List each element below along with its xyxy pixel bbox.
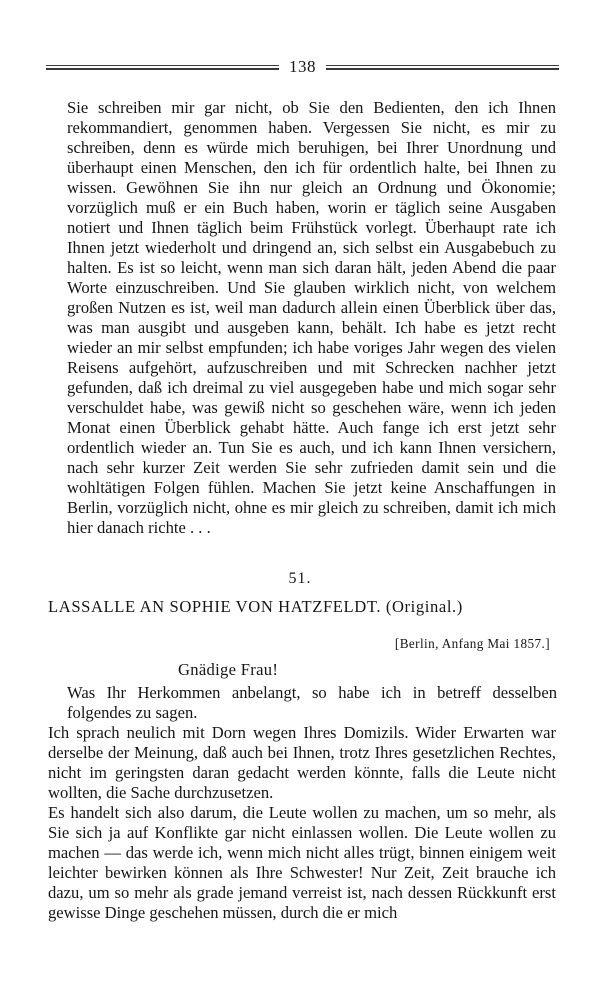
letter-body-paragraph-2: Was Ihr Herkommen anbelangt, so habe ich in betreff desselben folgendes zu sagen. bbox=[67, 683, 557, 722]
letter-body-paragraph-1: Sie schreiben mir gar nicht, ob Sie den Bedienten, den ich Ihnen rekommandiert, genommen haben. Vergessen Sie nicht, es mir zu schreiben, denn es würde mich beruhigen, bei Ihrer Unordnung und überhaupt einen Menschen, den ich für ordentlich halte, bei Ihnen zu wissen. Gewöhnen Sie ihn nur gleich an Ordnung und Ökonomie; vorzüglich muß er ein Buch haben, worin er täglich seine Ausgaben notiert und Ihnen täglich beim Frühstück vorlegt. Überhaupt rate ich Ihnen jetzt wiederholt und dringend an, sich selbst ein Ausgabebuch zu halten. Es ist so leicht, wenn man sich daran hält, jeden Abend die paar Worte einzuschreiben. Und Sie glauben wirklich nicht, von welchem großen Nutzen es ist, weil man dadurch allein einen Überblick über das, was man ausgibt und ausgeben kann, behält. Ich habe es jetzt recht wieder an mir selbst empfunden; ich habe voriges Jahr wegen des vielen Reisens aufgehört, aufzuschreiben und mit Schrecken nachher jetzt gefunden, daß ich dreimal zu viel ausgegeben habe und mich sogar sehr verschuldet habe, was gewiß nicht so geschehen wäre, wenn ich jeden Monat einen Überblick gehabt hätte. Auch fange ich erst jetzt sehr ordentlich wieder an. Tun Sie es auch, und ich kann Ihnen versichern, nach sehr kurzer Zeit werden Sie sehr zufrieden damit sein und die wohltätigen Folgen fühlen. Machen Sie jetzt keine Anschaffungen in Berlin, vorzüglich nicht, ohne es mir gleich zu schreiben, damit ich mich hier danach richte . . . bbox=[67, 98, 556, 537]
letter-dateline: [Berlin, Anfang Mai 1857.] bbox=[394, 636, 550, 651]
page-header bbox=[46, 54, 559, 80]
page-number: 138 bbox=[289, 57, 316, 76]
letter-body-paragraph-3: Ich sprach neulich mit Dorn wegen Ihres Domizils. Wider Erwarten war derselbe der Meinung, daß auch bei Ihnen, trotz Ihres gesetzlichen Rechtes, nicht im geringsten daran gedacht werden könnte, falls die Leute nicht wollten, die Sache durchzusetzen. bbox=[48, 723, 556, 802]
letter-heading: LASSALLE AN SOPHIE VON HATZFELDT. (Original.) bbox=[48, 597, 463, 616]
header-rule-right bbox=[326, 65, 559, 70]
letter-salutation: Gnädige Frau! bbox=[178, 660, 279, 679]
letter-number: 51. bbox=[288, 570, 312, 587]
header-rule-left bbox=[46, 65, 279, 70]
letter-body-paragraph-4: Es handelt sich also darum, die Leute wollen zu machen, um so mehr, als Sie sich ja auf Konflikte gar nicht einlassen wollen. Die Leute wollen zu machen — das werde ich, wenn mich nicht alles trügt, binnen einigem weit leichter bewirken können als Ihre Schwester! Nur Zeit, Zeit brauche ich dazu, um so mehr als grade jemand verreist ist, nach dessen Rückkunft erst gewisse Dinge geschehen müssen, durch die er mich bbox=[48, 803, 556, 922]
